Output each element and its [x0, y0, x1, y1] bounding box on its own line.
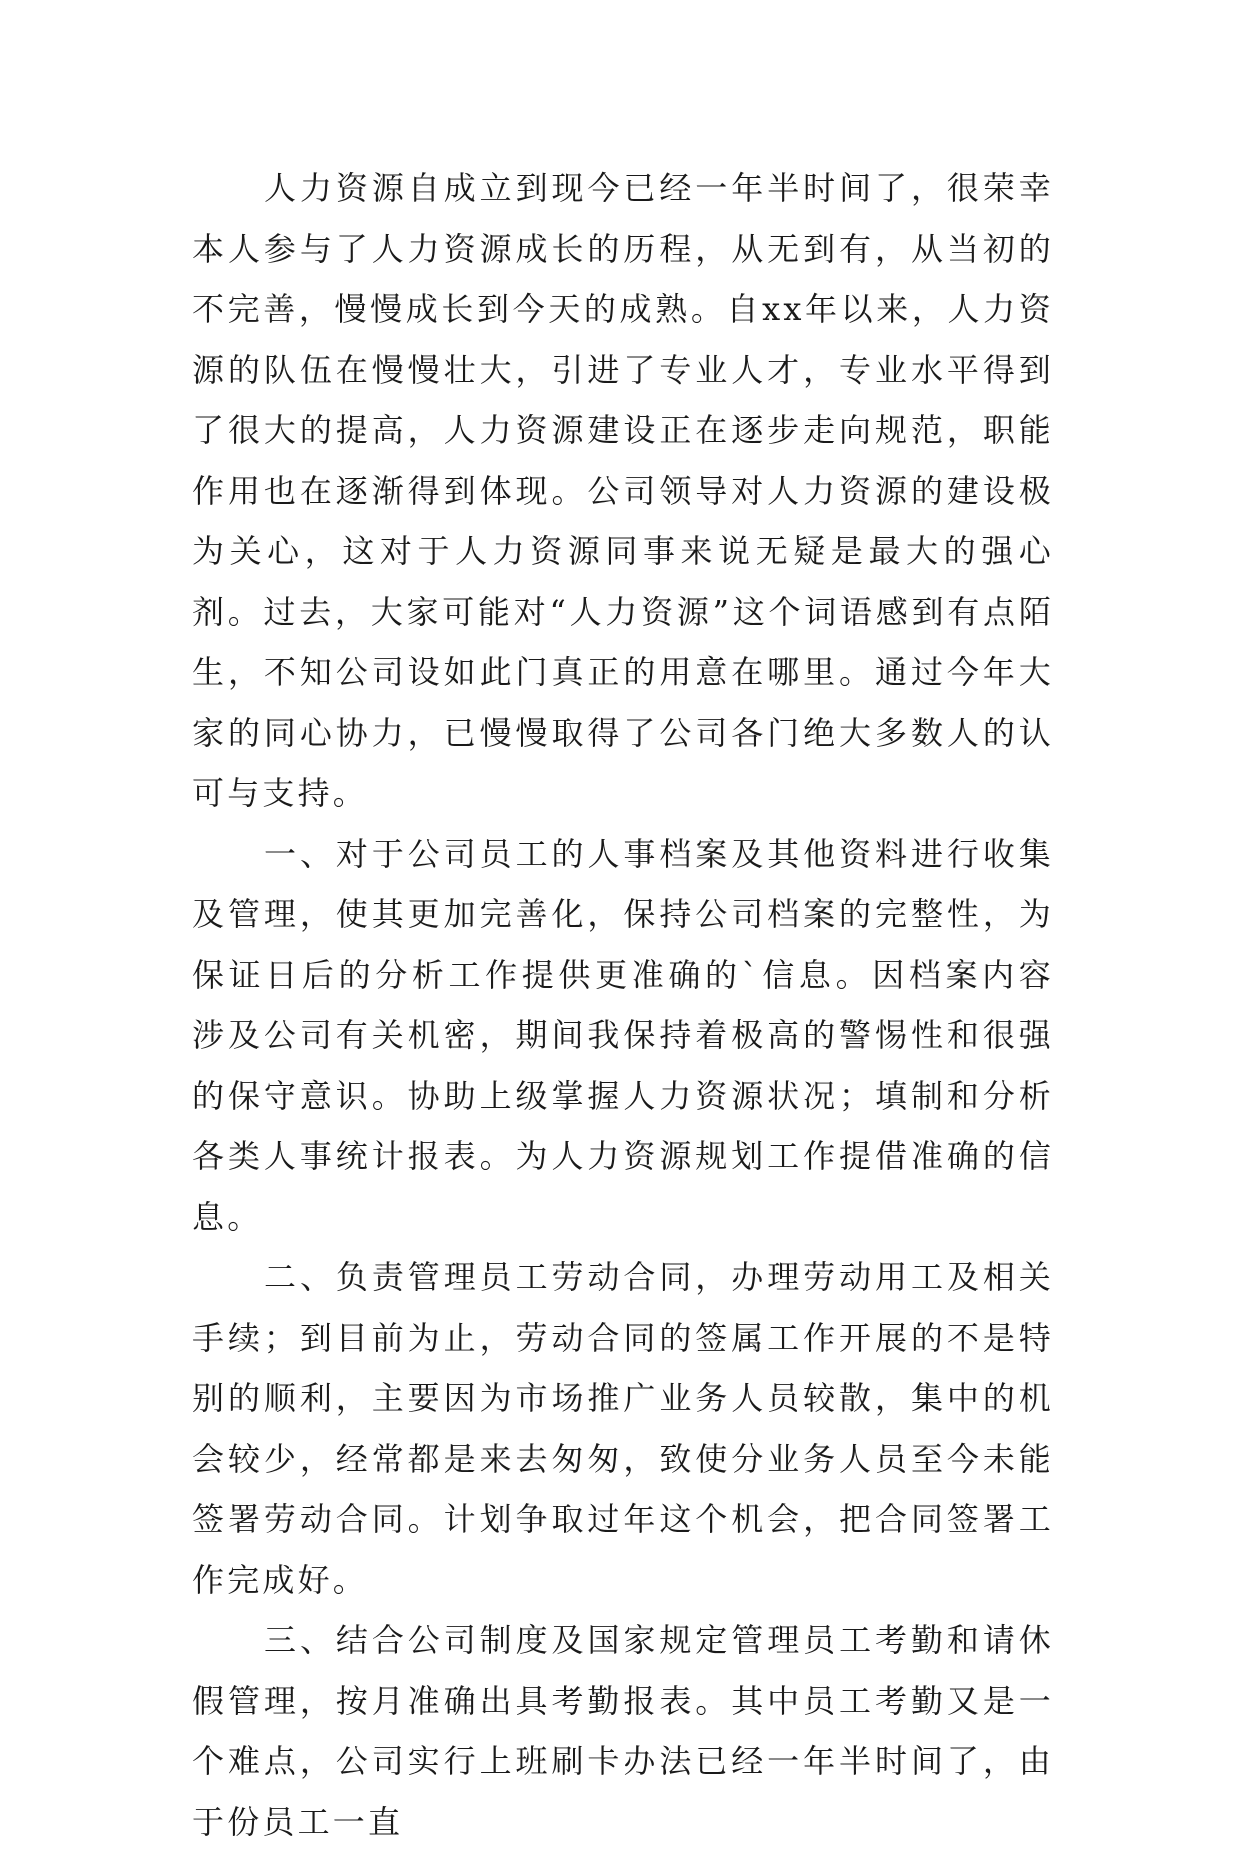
- paragraph-item-2: 二、负责管理员工劳动合同，办理劳动用工及相关手续；到目前为止，劳动合同的签属工作开展的不是特别的顺利，主要因为市场推广业务人员较散，集中的机会较少，经常都是来去匆匆，致使分业务人员至今未能签署劳动合同。计划争取过年这个机会，把合同签署工作完成好。: [192, 1258, 1054, 1599]
- paragraph-intro: 人力资源自成立到现今已经一年半时间了，很荣幸本人参与了人力资源成长的历程，从无到有，从当初的不完善，慢慢成长到今天的成熟。自xx年以来，人力资源的队伍在慢慢壮大，引进了专业人才，专业水平得到了很大的提高，人力资源建设正在逐步走向规范，职能作用也在逐渐得到体现。公司领导对人力资源的建设极为关心，这对于人力资源同事来说无疑是最大的强心剂。过去，大家可能对“人力资源”这个词语感到有点陌生，不知公司设如此门真正的用意在哪里。通过今年大家的同心协力，已慢慢取得了公司各门绝大多数人的认可与支持。: [192, 169, 1054, 812]
- document-body: [192, 158, 1054, 1852]
- paragraph-item-1: 一、对于公司员工的人事档案及其他资料进行收集及管理，使其更加完善化，保持公司档案的完整性，为保证日后的分析工作提供更准确的`信息。因档案内容涉及公司有关机密，期间我保持着极高的警惕性和很强的保守意识。协助上级掌握人力资源状况；填制和分析各类人事统计报表。为人力资源规划工作提借准确的信息。: [192, 834, 1054, 1236]
- paragraph-item-3: 三、结合公司制度及国家规定管理员工考勤和请休假管理，按月准确出具考勤报表。其中员工考勤又是一个难点，公司实行上班刷卡办法已经一年半时间了，由于份员工一直: [192, 1621, 1054, 1841]
